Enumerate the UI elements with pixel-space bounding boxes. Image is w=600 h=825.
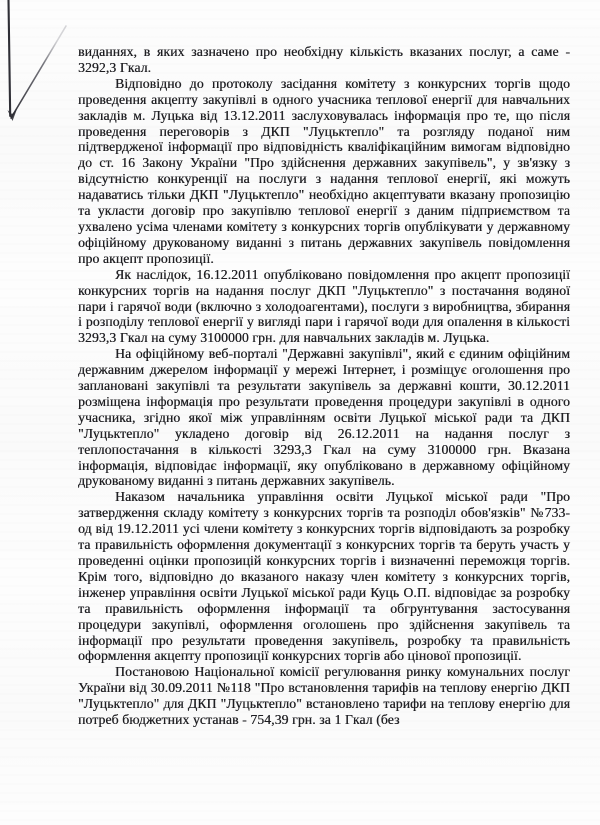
pen-checkmark-icon bbox=[0, 0, 80, 132]
paragraph: виданнях, в яких зазначено про необхідну кількість вказаних послуг, а саме - 3292,3 Гкал. bbox=[78, 44, 570, 75]
paragraph: Як наслідок, 16.12.2011 опубліковано повідомлення про акцепт пропозиції конкурсних торгів на надання послуг ДКП "Луцьктепло" з постачання водяної пари і гарячої води (включно з холодоагентами), послуги з виробництва, збирання і розподілу теплової енергії у вигляді пари і гарячої води для опалення в кількості 3293,3 Гкал на суму 3100000 грн. для навчальних закладів м. Луцька. bbox=[78, 266, 570, 346]
paragraph: Постановою Національної комісії регулювання ринку комунальних послуг України від 30.09.2011 №118 "Про встановлення тарифів на теплову енергію ДКП "Луцьктепло" для ДКП "Луцьктепло" встановлено тарифи на теплову енергію для потреб бюджетних устанав - 754,39 грн. за 1 Гкал (без bbox=[78, 664, 570, 728]
document-text-block bbox=[78, 44, 570, 728]
paragraph: На офіційному веб-порталі "Державні закупівлі", який є єдиним офіційним державним джерелом інформації у мережі Інтернет, і розміщує оголошення про заплановані закупівлі та результати закупівель за державні кошти, 30.12.2011 розміщена інформація про результати проведення процедури закупівлі в одного учасника, згідно якої між управлінням освіти Луцької міської ради та ДКП "Луцьктепло" укладено договір від 26.12.2011 на надання послуг з теплопостачання в кількості 3293,3 Гкал на суму 3100000 грн. Вказана інформація, відповідає інформації, яку опубліковано в державному офіційному друкованому виданні з питань державних закупівель. bbox=[78, 346, 570, 489]
paragraph: Відповідно до протоколу засідання комітету з конкурсних торгів щодо проведення акцепту закупівлі в одного учасника теплової енергії для навчальних закладів м. Луцька від 13.12.2011 заслуховувалась інформація про те, що після проведення переговорів з ДКП "Луцьктепло" та розгляду поданої ним підтвердженої інформації про відповідність кваліфікаційним вимогам відповідно до ст. 16 Закону України "Про здійснення державних закупівель", у зв'язку з відсутністю конкуренції на послуги з надання теплової енергії, які можуть надаватись тільки ДКП "Луцьктепло" необхідно акцептувати вказану пропозицію та укласти договір про закупівлю теплової енергії з даним підприємством та ухвалено усіма членами комітету з конкурсних торгів опублікувати у державному офіційному друкованому виданні з питань державних закупівель повідомлення про акцепт пропозиції. bbox=[78, 75, 570, 266]
paragraph: Наказом начальника управління освіти Луцької міської ради "Про затвердження складу комітету з конкурсних торгів та розподіл обов'язків" №733-од від 19.12.2011 усі члени комітету з конкурсних торгів відповідають за розробку та правильність оформлення документації з конкурсних торгів та беруть участь у проведенні оцінки пропозицій конкурсних торгів і визначенні переможця торгів. Крім того, відповідно до вказаного наказу член комітету з конкурсних торгів, інженер управління освіти Луцької міської ради Куць О.П. відповідає за розробку та правильність оформлення інформації та обгрунтування застосування процедури закупівлі, оформлення оголошень про здійснення закупівель та інформації про результати проведення закупівель, розробку та правильність оформлення акцепту пропозиції конкурсних торгів або цінової пропозиції. bbox=[78, 489, 570, 664]
